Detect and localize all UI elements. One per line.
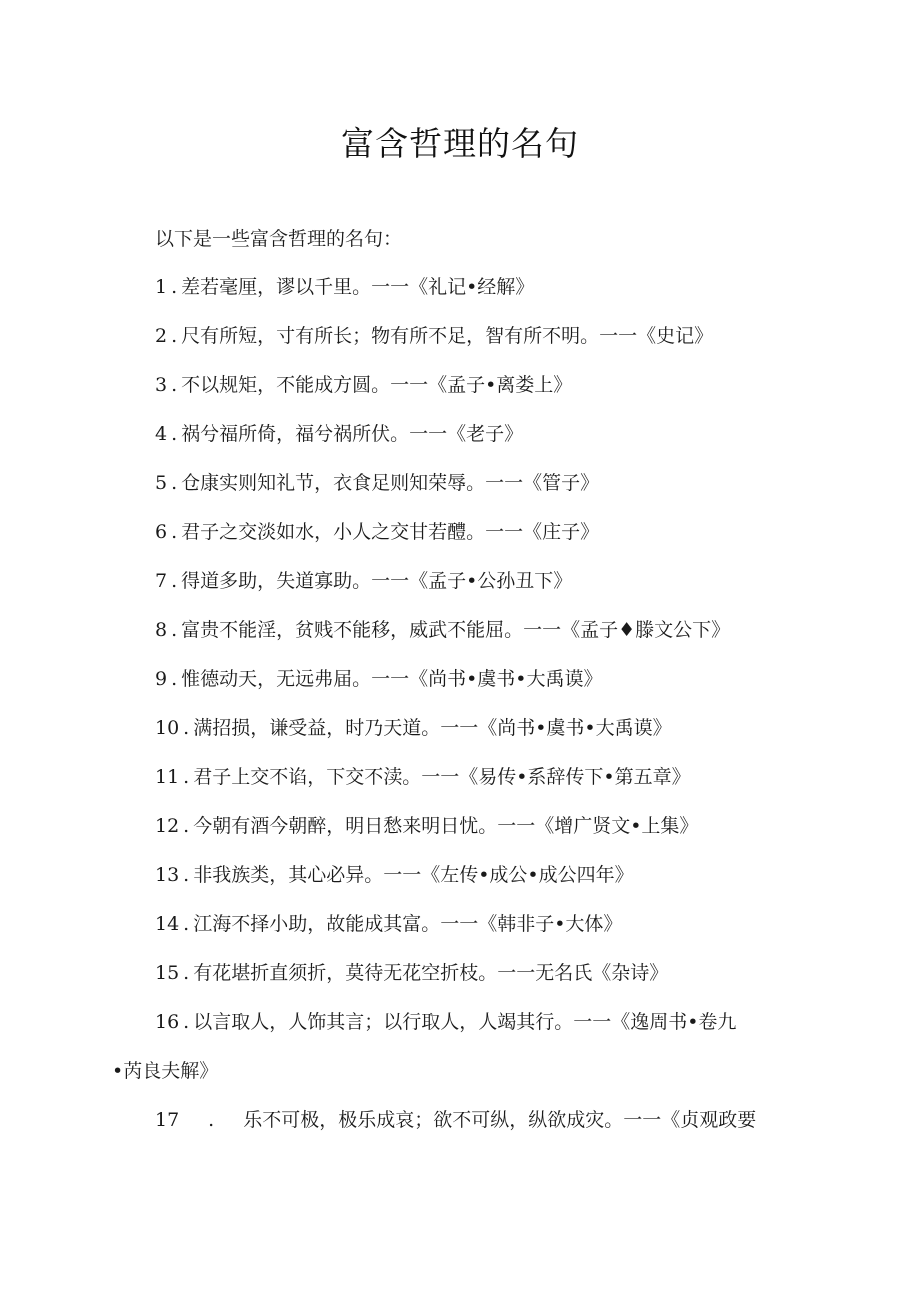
quote-item [155, 713, 672, 740]
quote-item [155, 1105, 756, 1132]
quote-number: 12 [155, 815, 180, 837]
quote-number: 13 [155, 864, 180, 886]
quote-separator: . [171, 570, 178, 592]
quote-item [155, 468, 599, 495]
quote-item [155, 566, 572, 593]
quote-text: 君子之交淡如水，小人之交甘若醴。一一《庄子》 [181, 521, 600, 543]
quote-number: 9 [155, 668, 168, 690]
quote-text: 乐不可极，极乐成哀；欲不可纵，纵欲成灾。一一《贞观政要 [243, 1109, 757, 1131]
quote-item [155, 1007, 736, 1034]
quote-number: 4 [155, 423, 168, 445]
quote-text: 君子上交不谄，下交不渎。一一《易传•系辞传下•第五章》 [193, 766, 691, 788]
quote-separator: . [171, 374, 178, 396]
quote-text: 惟德动天，无远弗届。一一《尚书•虞书•大禹谟》 [181, 668, 603, 690]
quote-separator: . [183, 717, 190, 739]
quote-text: 富贵不能淫，贫贱不能移，威武不能屈。一一《孟子♦滕文公下》 [181, 619, 731, 641]
quote-text: 差若毫厘，谬以千里。一一《礼记•经解》 [181, 276, 535, 298]
quote-text: 江海不择小助，故能成其富。一一《韩非子•大体》 [193, 913, 623, 935]
quote-number: 1 [155, 276, 168, 298]
quote-item [155, 811, 698, 838]
quote-item [155, 909, 622, 936]
quote-number: 6 [155, 521, 168, 543]
quote-number: 14 [155, 913, 180, 935]
quote-number: 3 [155, 374, 168, 396]
quote-item [155, 958, 668, 985]
intro-text: 以下是一些富含哲理的名句： [155, 228, 403, 250]
quote-separator: . [183, 913, 190, 935]
quote-continuation: •芮良夫解》 [112, 1060, 219, 1082]
quote-separator: . [171, 668, 178, 690]
quote-number: 8 [155, 619, 168, 641]
quote-item [155, 615, 730, 642]
quote-item [155, 321, 713, 348]
quote-item [155, 762, 691, 789]
quote-text: 今朝有酒今朝醉，明日愁来明日忧。一一《增广贤文•上集》 [193, 815, 699, 837]
quote-item [155, 370, 572, 397]
quote-text: 得道多助，失道寡助。一一《孟子•公孙丑下》 [181, 570, 573, 592]
quote-text: 以言取人，人饰其言；以行取人，人竭其行。一一《逸周书•卷九 [193, 1011, 737, 1033]
quote-number: 11 [155, 766, 180, 788]
quote-number: 7 [155, 570, 168, 592]
quote-text: 满招损，谦受益，时乃天道。一一《尚书•虞书•大禹谟》 [193, 717, 672, 739]
quote-separator: . [183, 864, 190, 886]
quote-text: 非我族类，其心必异。一一《左传•成公•成公四年》 [193, 864, 634, 886]
quote-text: 尺有所短，寸有所长；物有所不足，智有所不明。一一《史记》 [181, 325, 714, 347]
quote-text: 有花堪折直须折，莫待无花空折枝。一一无名氏《杂诗》 [193, 962, 669, 984]
quote-separator: . [183, 766, 190, 788]
quote-number: 16 [155, 1011, 180, 1033]
quote-number: 5 [155, 472, 168, 494]
quote-separator: . [171, 276, 178, 298]
quote-item [155, 272, 534, 299]
quote-separator: . [183, 1011, 190, 1033]
quote-item [155, 664, 603, 691]
quote-text: 不以规矩，不能成方圆。一一《孟子•离娄上》 [181, 374, 573, 396]
quote-item [155, 860, 634, 887]
quote-separator: . [183, 962, 190, 984]
quote-number: 10 [155, 717, 180, 739]
quote-separator: . [171, 325, 178, 347]
quote-separator: . [183, 815, 190, 837]
quote-separator: . [171, 521, 178, 543]
quote-item [155, 517, 599, 544]
document-title: 富含哲理的名句 [341, 124, 579, 163]
quote-item [155, 419, 523, 446]
quote-number: 15 [155, 962, 180, 984]
quote-number: 2 [155, 325, 168, 347]
quote-text: 仓康实则知礼节，衣食足则知荣辱。一一《管子》 [181, 472, 600, 494]
quote-separator: . [171, 423, 178, 445]
quote-separator: . [171, 472, 178, 494]
quote-text: 祸兮福所倚，福兮祸所伏。一一《老子》 [181, 423, 524, 445]
quote-separator: . [171, 619, 178, 641]
quote-separator: . [208, 1109, 215, 1131]
quote-number: 17 [155, 1109, 180, 1131]
